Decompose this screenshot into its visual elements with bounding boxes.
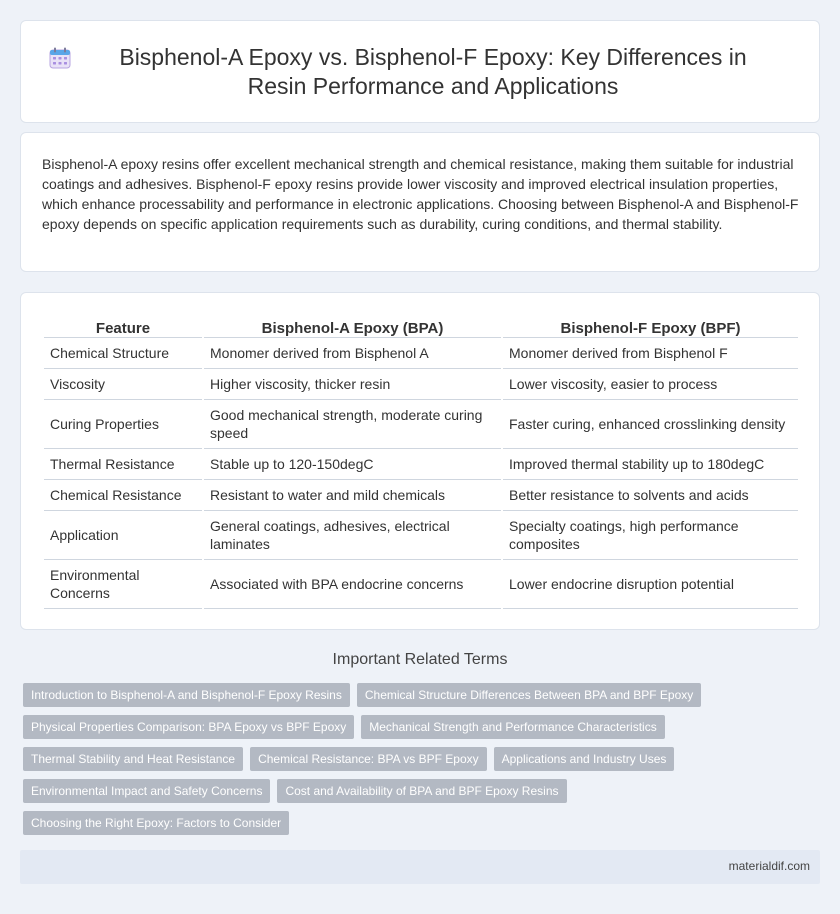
footer-site-link[interactable]: materialdif.com bbox=[728, 859, 810, 873]
cell-bpf: Lower endocrine disruption potential bbox=[503, 560, 798, 609]
cell-bpf: Better resistance to solvents and acids bbox=[503, 480, 798, 511]
related-term-tag[interactable]: Thermal Stability and Heat Resistance bbox=[23, 747, 243, 771]
intro-paragraph: Bisphenol-A epoxy resins offer excellent mechanical strength and chemical resistance, making them suitable for industrial coatings and adhesives. Bisphenol-F epoxy resins provide lower viscosity and improved electrical insulation properties, which enhance processability and performance in electronic applications. Choosing between Bisphenol-A and Bisphenol-F epoxy depends on specific application requirements such as durability, curing conditions, and thermal stability. bbox=[42, 156, 799, 232]
table-row bbox=[44, 400, 798, 449]
cell-feature: Environmental Concerns bbox=[44, 560, 202, 609]
table-row bbox=[44, 338, 798, 369]
cell-bpf: Lower viscosity, easier to process bbox=[503, 369, 798, 400]
table-row bbox=[44, 369, 798, 400]
cell-bpa: Associated with BPA endocrine concerns bbox=[204, 560, 501, 609]
cell-bpa: Monomer derived from Bisphenol A bbox=[204, 338, 501, 369]
related-terms-title: Important Related Terms bbox=[332, 651, 508, 668]
related-term-tag[interactable]: Mechanical Strength and Performance Characteristics bbox=[361, 715, 664, 739]
cell-feature: Chemical Resistance bbox=[44, 480, 202, 511]
related-term-tag[interactable]: Cost and Availability of BPA and BPF Epoxy Resins bbox=[277, 779, 566, 803]
table-row bbox=[44, 449, 798, 480]
related-term-tag[interactable]: Chemical Structure Differences Between BPA and BPF Epoxy bbox=[357, 683, 701, 707]
cell-bpf: Improved thermal stability up to 180degC bbox=[503, 449, 798, 480]
cell-feature: Viscosity bbox=[44, 369, 202, 400]
cell-bpa: Resistant to water and mild chemicals bbox=[204, 480, 501, 511]
related-term-tag[interactable]: Applications and Industry Uses bbox=[494, 747, 675, 771]
cell-bpa: General coatings, adhesives, electrical laminates bbox=[204, 511, 501, 560]
comparison-card bbox=[20, 292, 820, 630]
cell-bpa: Stable up to 120-150degC bbox=[204, 449, 501, 480]
cell-feature: Curing Properties bbox=[44, 400, 202, 449]
cell-feature: Thermal Resistance bbox=[44, 449, 202, 480]
footer bbox=[20, 850, 820, 884]
header-card bbox=[20, 20, 820, 123]
cell-bpa: Higher viscosity, thicker resin bbox=[204, 369, 501, 400]
related-term-tag[interactable]: Physical Properties Comparison: BPA Epoxy vs BPF Epoxy bbox=[23, 715, 354, 739]
page-title: Bisphenol-A Epoxy vs. Bisphenol-F Epoxy: Key Differences in Resin Performance and Applications bbox=[119, 43, 747, 99]
header-feature: Feature bbox=[44, 316, 202, 338]
header-bpf: Bisphenol-F Epoxy (BPF) bbox=[503, 316, 798, 338]
related-term-tag[interactable]: Chemical Resistance: BPA vs BPF Epoxy bbox=[250, 747, 487, 771]
cell-feature: Chemical Structure bbox=[44, 338, 202, 369]
table-row bbox=[44, 511, 798, 560]
cell-feature: Application bbox=[44, 511, 202, 560]
related-terms-list bbox=[23, 683, 713, 843]
table-header-row bbox=[44, 316, 798, 338]
related-term-tag[interactable]: Environmental Impact and Safety Concerns bbox=[23, 779, 270, 803]
cell-bpa: Good mechanical strength, moderate curing speed bbox=[204, 400, 501, 449]
cell-bpf: Specialty coatings, high performance composites bbox=[503, 511, 798, 560]
intro-card bbox=[20, 132, 820, 272]
table-row bbox=[44, 480, 798, 511]
cell-bpf: Faster curing, enhanced crosslinking density bbox=[503, 400, 798, 449]
related-term-tag[interactable]: Choosing the Right Epoxy: Factors to Consider bbox=[23, 811, 289, 835]
cell-bpf: Monomer derived from Bisphenol F bbox=[503, 338, 798, 369]
header-bpa: Bisphenol-A Epoxy (BPA) bbox=[204, 316, 501, 338]
table-row bbox=[44, 560, 798, 609]
comparison-table bbox=[42, 316, 800, 609]
related-term-tag[interactable]: Introduction to Bisphenol-A and Bisphenol-F Epoxy Resins bbox=[23, 683, 350, 707]
